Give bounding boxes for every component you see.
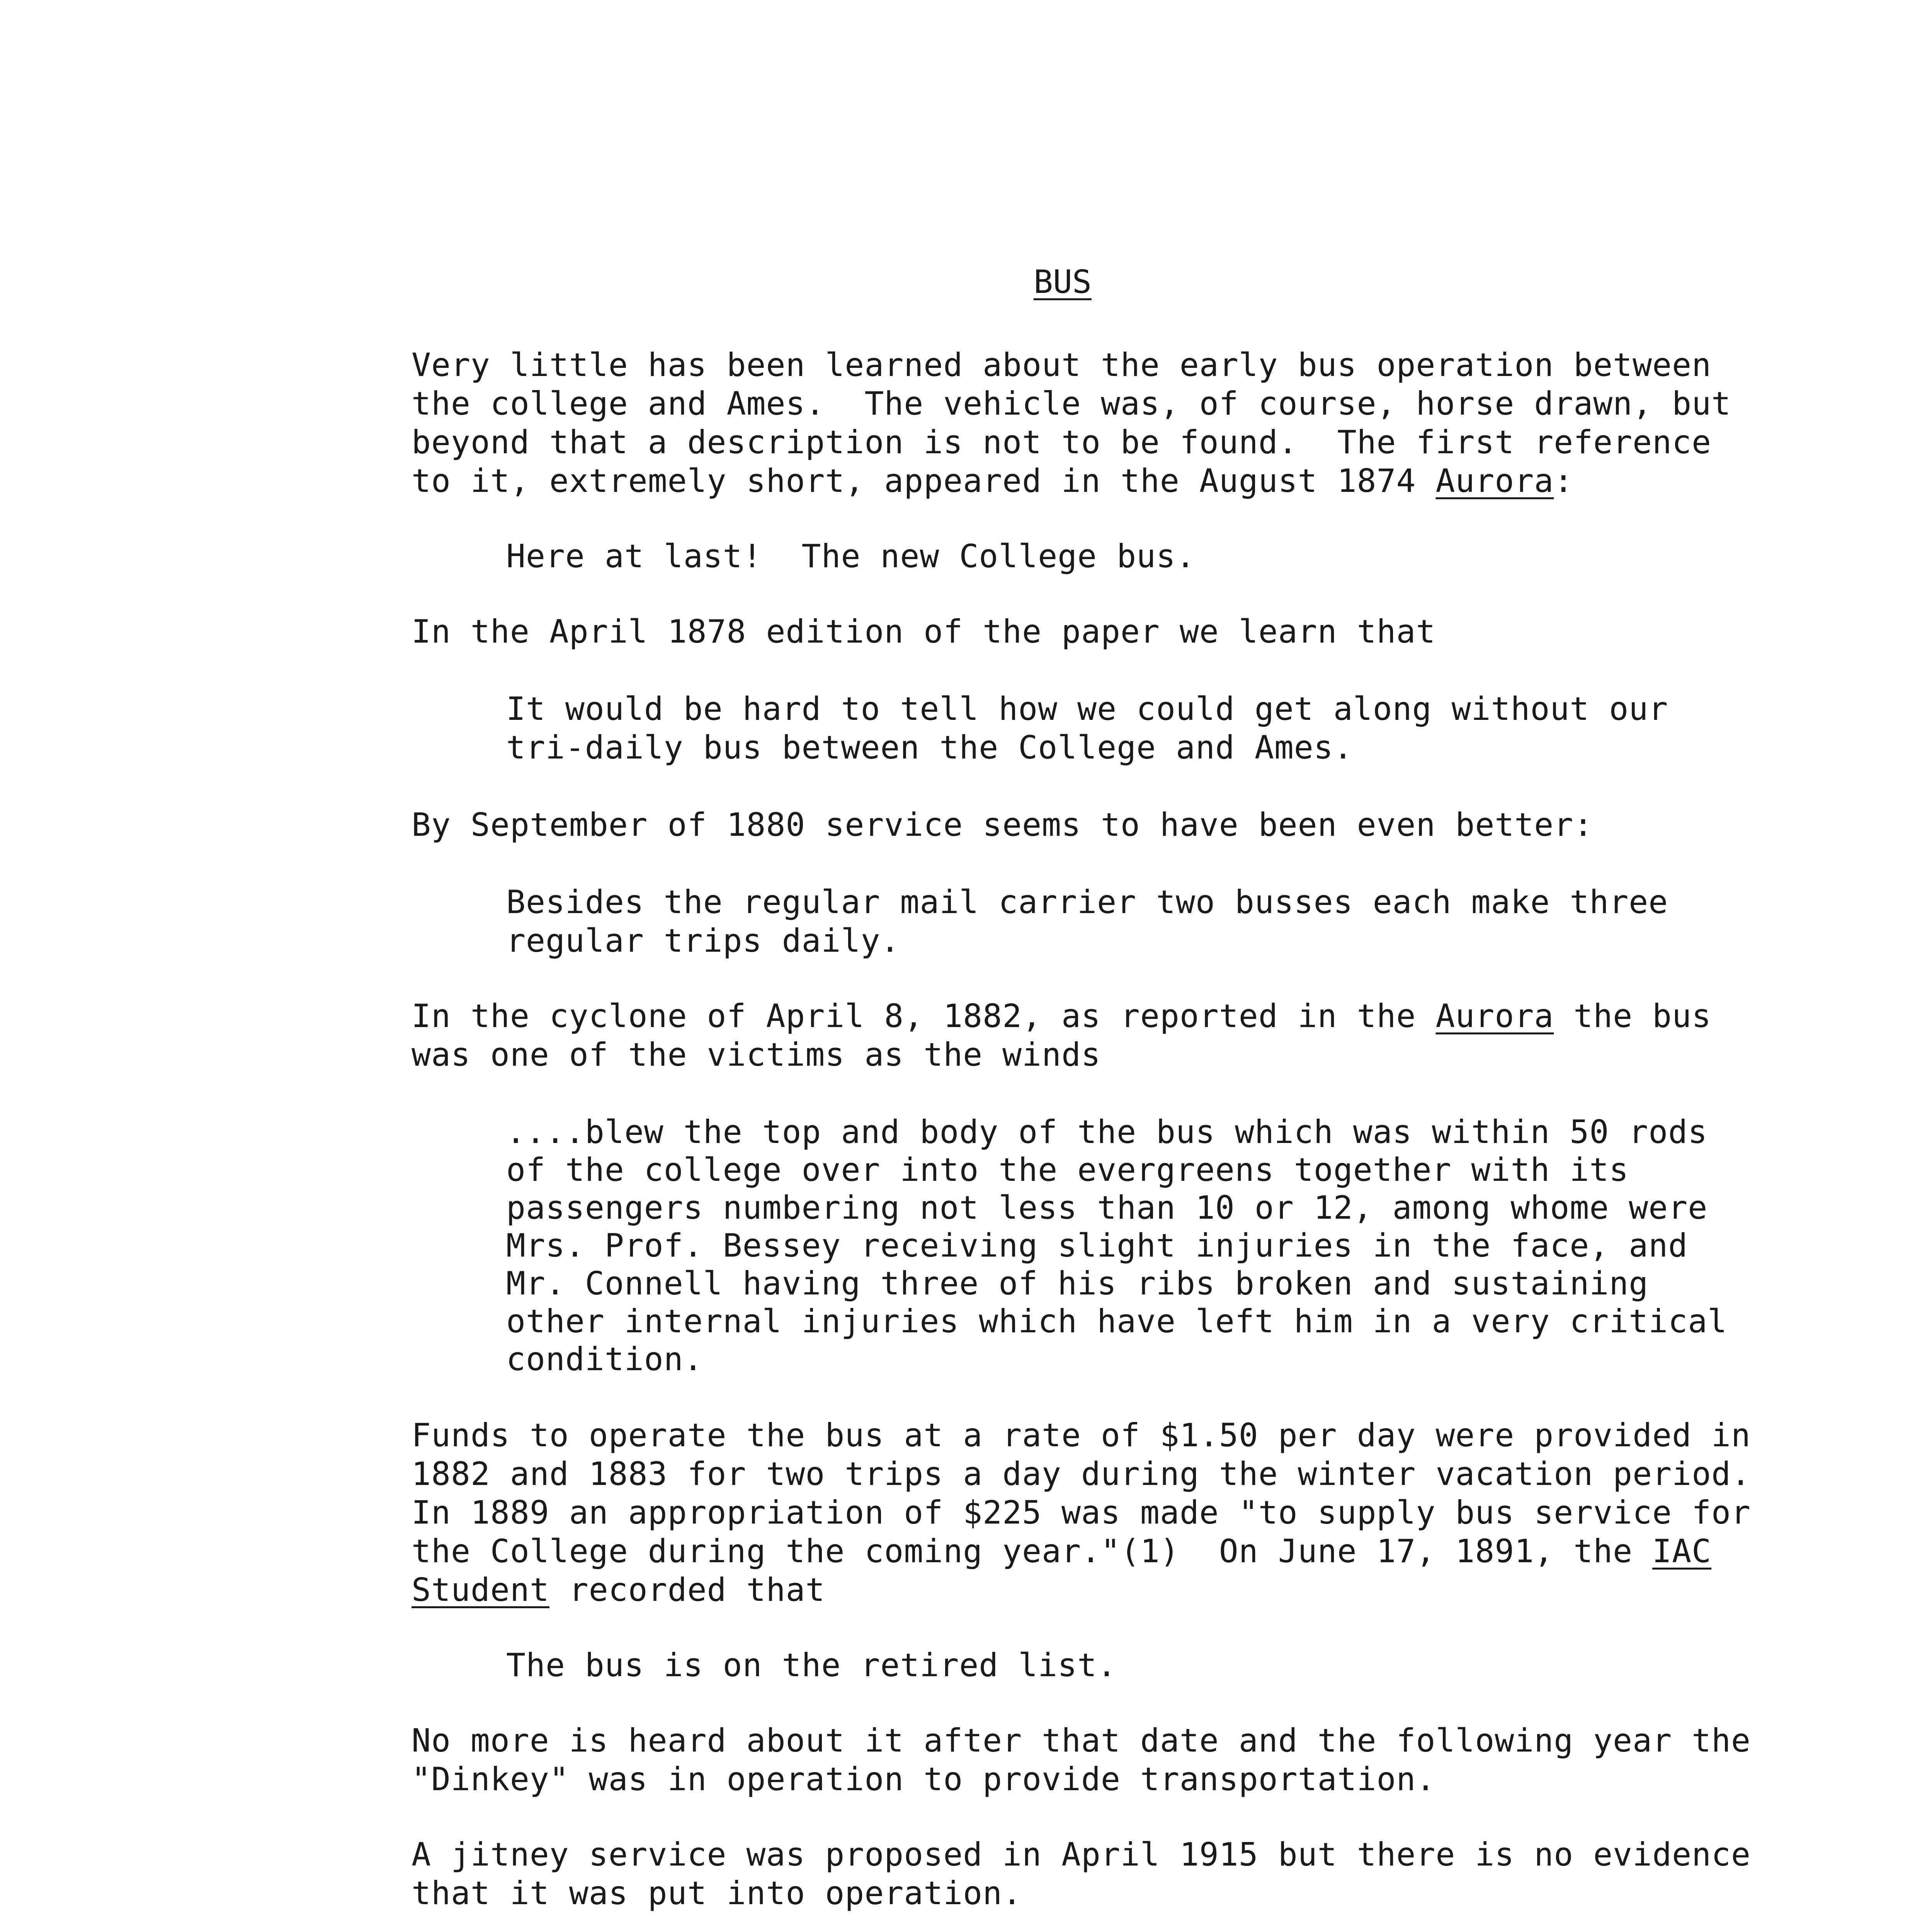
quote5-line: The bus is on the retired list. [506,1646,1117,1684]
para5-line1: Funds to operate the bus at a rate of $1.50 per day were provided in [412,1417,1751,1454]
para1-colon: : [1554,462,1574,500]
para1-line3: beyond that a description is not to be found. The first reference [412,423,1712,461]
para5-line5 [412,1571,825,1609]
para5-line2: 1882 and 1883 for two trips a day during the winter vacation period. [412,1455,1751,1493]
quote4-line5: Mr. Connell having three of his ribs broken and sustaining [506,1265,1649,1302]
quote4-line6: other internal injuries which have left him in a very critical [506,1303,1728,1340]
para5-line5-end: recorded that [549,1571,825,1609]
para3-line: By September of 1880 service seems to have been even better: [412,806,1594,844]
quote4-line3: passengers numbering not less than 10 or 12, among whome were [506,1189,1708,1226]
para6-line1: No more is heard about it after that date and the following year the [412,1722,1751,1759]
quote2-line1: It would be hard to tell how we could get along without our [506,690,1668,728]
para1-line4 [412,462,1573,500]
para2-line: In the April 1878 edition of the paper we learn that [412,613,1436,650]
para4-line2: was one of the victims as the winds [412,1036,1101,1073]
para7-line1: A jitney service was proposed in April 1915 but there is no evidence [412,1836,1751,1873]
aurora-reference-2: Aurora [1435,997,1554,1035]
para4-line1-text: In the cyclone of April 8, 1882, as reported in the [412,997,1436,1035]
para5-line4 [412,1532,1711,1571]
quote4-line1: ....blew the top and body of the bus which was within 50 rods [506,1113,1708,1151]
iac-reference: IAC [1652,1532,1712,1570]
para6-line2: "Dinkey" was in operation to provide transportation. [412,1760,1436,1798]
quote4-line2: of the college over into the evergreens together with its [506,1151,1629,1189]
quote3-line1: Besides the regular mail carrier two busses each make three [506,883,1668,921]
quote4-line7: condition. [506,1340,703,1378]
quote4-line4: Mrs. Prof. Bessey receiving slight injuries in the face, and [506,1227,1688,1264]
para4-line1 [412,997,1711,1036]
para5-line3: In 1889 an appropriation of $225 was made "to supply bus service for [412,1494,1751,1531]
quote3-line2: regular trips daily. [506,922,900,959]
student-reference: Student [412,1571,549,1609]
para7-line2: that it was put into operation. [412,1874,1022,1912]
page-title: BUS [1034,263,1092,301]
para1-line4-text: to it, extremely short, appeared in the August 1874 [412,462,1436,500]
aurora-reference: Aurora [1435,462,1554,500]
para1-line1: Very little has been learned about the early bus operation between [412,346,1712,384]
para5-line4-text: the College during the coming year."(1) On June 17, 1891, the [412,1532,1653,1570]
para1-line2: the college and Ames. The vehicle was, of course, horse drawn, but [412,385,1731,422]
quote2-line2: tri-daily bus between the College and Ames. [506,729,1353,766]
para4-line1-end: the bus [1554,997,1712,1035]
quote1-line: Here at last! The new College bus. [506,537,1196,575]
